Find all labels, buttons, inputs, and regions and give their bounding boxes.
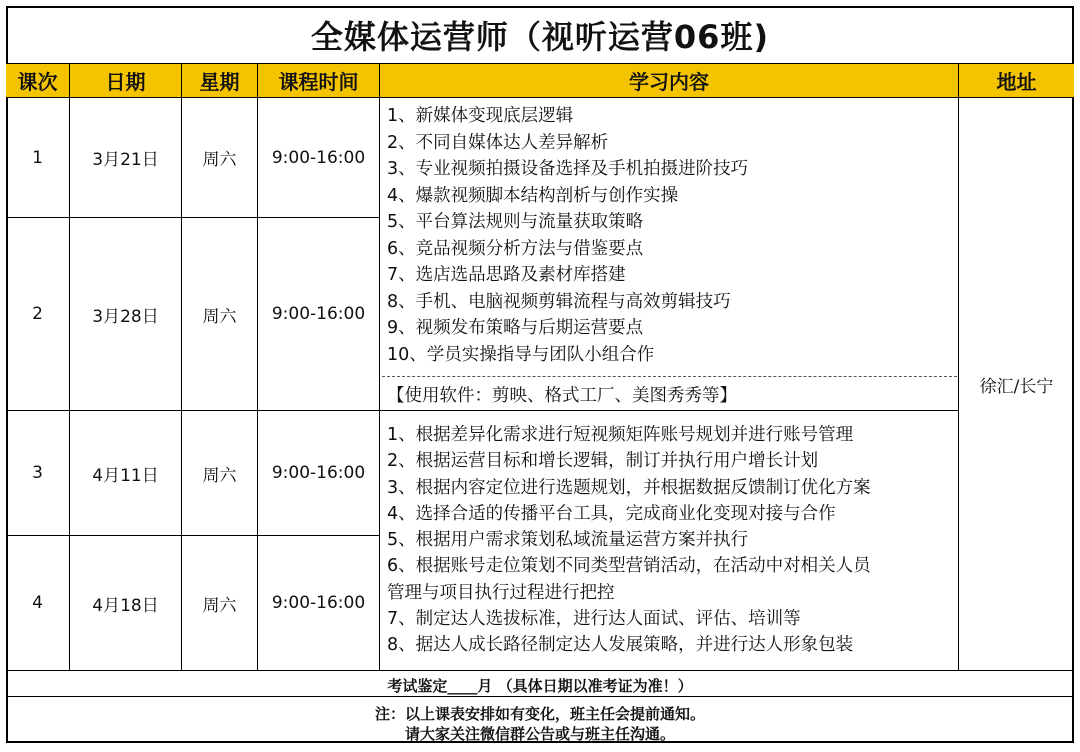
content-2-item: 管理与项目执行过程进行把控: [387, 582, 615, 603]
content-2-item: 5、根据用户需求策划私域流量运营方案并执行: [387, 530, 749, 551]
header-address: 地址: [959, 64, 1074, 98]
content-2-item: 6、根据账号走位策划不同类型营销活动，在活动中对相关人员: [387, 556, 871, 577]
row-1-date: 3月21日: [70, 98, 182, 218]
content-list-1: [380, 103, 959, 368]
content-2-item: 3、根据内容定位进行选题规划，并根据数据反馈制订优化方案: [387, 477, 871, 498]
content-1-item: 1、新媒体变现底层逻辑: [387, 106, 574, 126]
notice-line-1: 注：以上课表安排如有变化，班主任会提前通知。: [374, 705, 705, 723]
row-2-time: 9:00-16:00: [258, 218, 380, 411]
row-3-time: 9:00-16:00: [258, 411, 380, 536]
header-weekday: 星期: [182, 64, 258, 98]
row-4-session: 4: [6, 536, 70, 671]
row-1-weekday: 周六: [182, 98, 258, 218]
content-1-item: 5、平台算法规则与流量获取策略: [387, 212, 644, 232]
row-3-weekday: 周六: [182, 411, 258, 536]
row-3-date: 4月11日: [70, 411, 182, 536]
row-3-session: 3: [6, 411, 70, 536]
content-1-item: 7、选店选品思路及素材库搭建: [387, 265, 626, 285]
notice-line-2: 请大家关注微信群公告或与班主任沟通。: [404, 725, 675, 743]
header-date: 日期: [70, 64, 182, 98]
header-session: 课次: [6, 64, 70, 98]
address-cell: 徐汇/长宁: [959, 98, 1074, 671]
content-1-item: 3、专业视频拍摄设备选择及手机拍摄进阶技巧: [387, 159, 749, 179]
content-2-item: 4、选择合适的传播平台工具，完成商业化变现对接与合作: [387, 503, 836, 524]
content-2-item: 7、制定达人选拔标准，进行达人面试、评估、培训等: [387, 609, 801, 630]
content-1-item: 8、手机、电脑视频剪辑流程与高效剪辑技巧: [387, 291, 731, 312]
content-1-item: 4、爆款视频脚本结构剖析与创作实操: [387, 185, 679, 206]
content-2-item: 8、据达人成长路径制定达人发展策略，并进行达人形象包装: [387, 635, 854, 656]
exam-note: 考试鉴定____月 （具体日期以准考证为准！）: [387, 677, 693, 695]
row-2-date: 3月28日: [70, 218, 182, 411]
row-1-session: 1: [6, 98, 70, 218]
row-4-date: 4月18日: [70, 536, 182, 671]
row-2-weekday: 周六: [182, 218, 258, 411]
content-1-item: 10、学员实操指导与团队小组合作: [387, 344, 655, 365]
header-time: 课程时间: [258, 64, 380, 98]
page-title: 全媒体运营师（视听运营06班): [6, 6, 1074, 64]
schedule-sheet: [6, 6, 1074, 743]
header-content: 学习内容: [380, 64, 959, 98]
content-list-2: [380, 422, 959, 659]
row-4-weekday: 周六: [182, 536, 258, 671]
content-1-item: 6、竞品视频分析方法与借鉴要点: [387, 238, 644, 259]
software-note: 【使用软件：剪映、格式工厂、美图秀秀等】: [387, 385, 737, 406]
content-1-item: 9、视频发布策略与后期运营要点: [387, 318, 644, 338]
row-4-time: 9:00-16:00: [258, 536, 380, 671]
content-2-item: 2、根据运营目标和增长逻辑，制订并执行用户增长计划: [387, 451, 819, 472]
content-1-item: 2、不同自媒体达人差异解析: [387, 132, 609, 153]
content-2-item: 1、根据差异化需求进行短视频矩阵账号规划并进行账号管理: [387, 425, 854, 445]
row-2-session: 2: [6, 218, 70, 411]
row-1-time: 9:00-16:00: [258, 98, 380, 218]
